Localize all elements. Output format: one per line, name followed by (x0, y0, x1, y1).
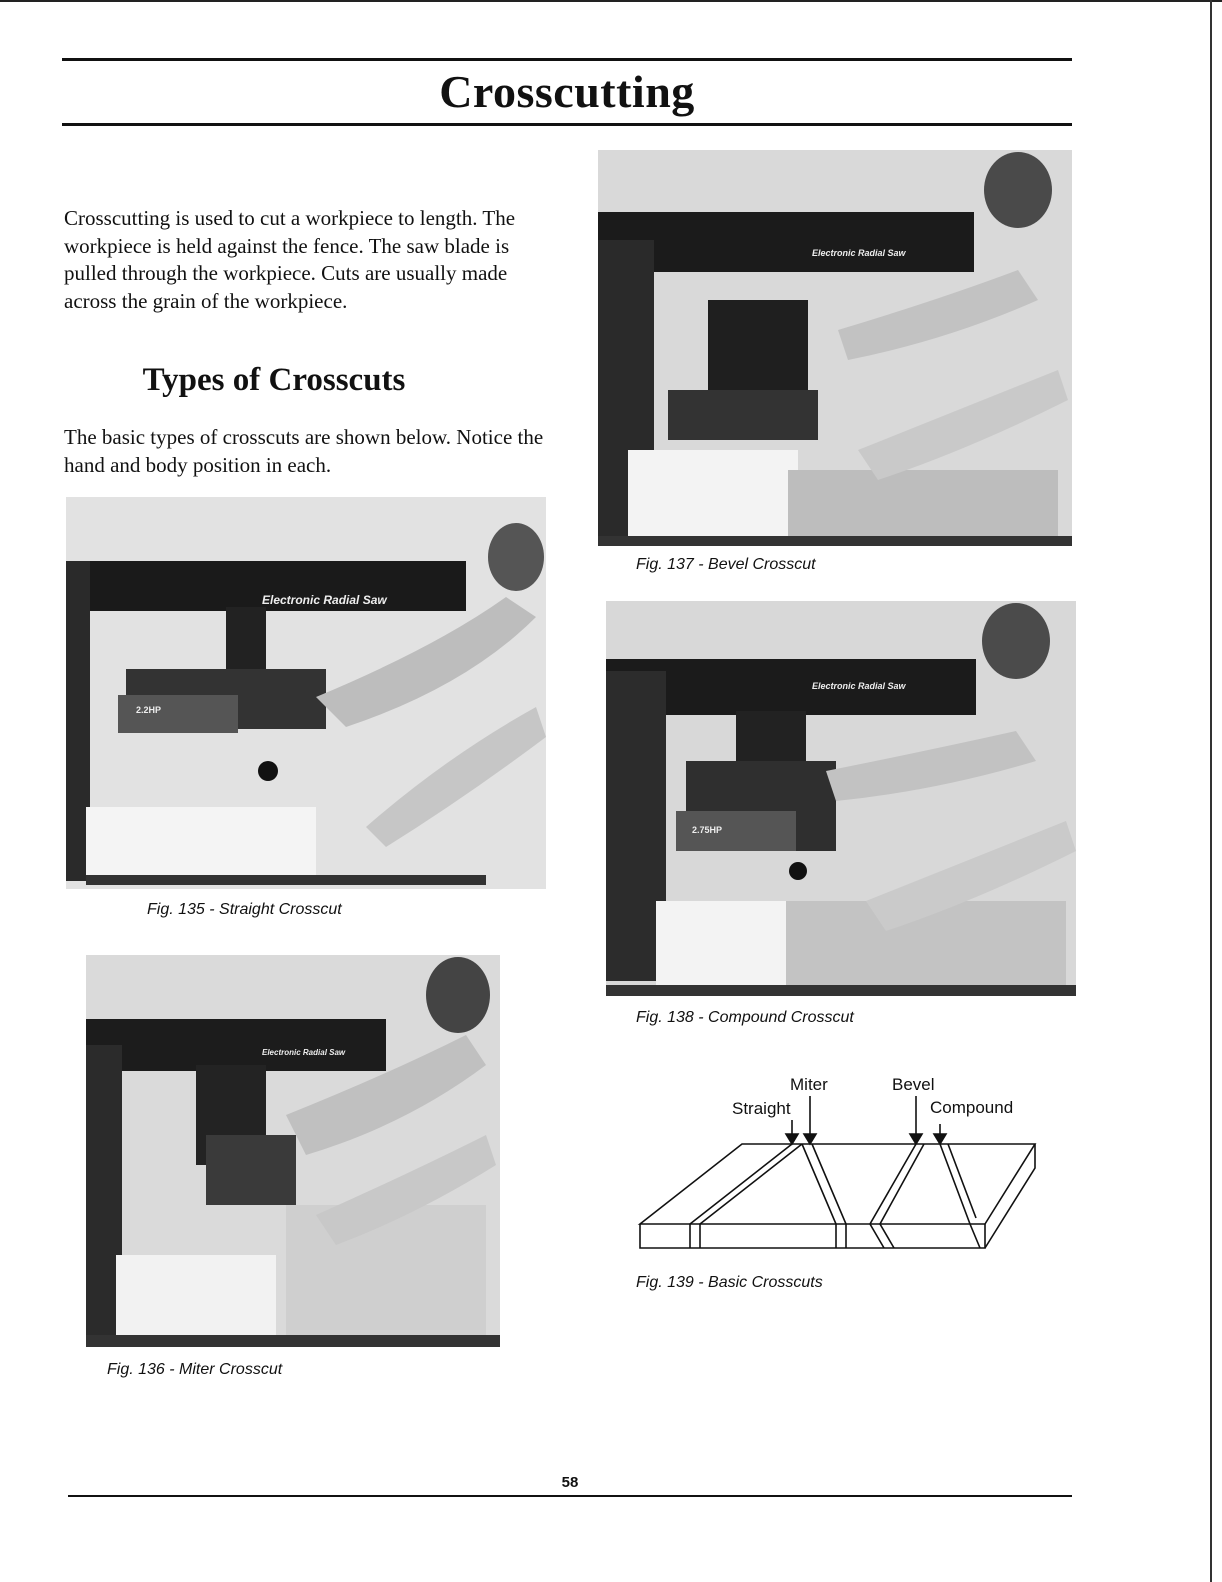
page-number: 58 (561, 1474, 579, 1491)
fig-135-caption: Fig. 135 - Straight Crosscut (147, 901, 342, 918)
fig-135-model-label: 2.2HP (136, 705, 162, 715)
fig-139-diagram (630, 1068, 1050, 1268)
types-paragraph: The basic types of crosscuts are shown below. Notice the hand and body position in each. (64, 425, 544, 477)
page-top-edge (0, 0, 1222, 2)
fig-136-saw-label: Electronic Radial Saw (262, 1048, 346, 1057)
fig-135-saw-label: Electronic Radial Saw (262, 593, 387, 607)
diagram-label-bevel: Bevel (892, 1075, 935, 1094)
diagram-label-compound: Compound (930, 1098, 1014, 1117)
diagram-label-straight: Straight (732, 1099, 791, 1118)
footer-rule (68, 1495, 1072, 1497)
fig-138-photo (606, 601, 1076, 996)
fig-138-caption: Fig. 138 - Compound Crosscut (636, 1009, 854, 1026)
page-title: Crosscutting (439, 66, 695, 117)
diagram-label-miter: Miter (790, 1075, 828, 1094)
fig-139-caption: Fig. 139 - Basic Crosscuts (636, 1274, 823, 1291)
fig-136-caption: Fig. 136 - Miter Crosscut (107, 1361, 283, 1378)
intro-paragraph: Crosscutting is used to cut a workpiece to length. The workpiece is held against the fence. The saw blade is pulled through the workpiece. Cuts are usually made across the grain of the workpiece. (64, 206, 516, 313)
fig-136-photo (86, 955, 500, 1347)
fig-137-caption: Fig. 137 - Bevel Crosscut (636, 556, 816, 573)
title-bottom-rule (62, 123, 1072, 126)
fig-137-saw-label: Electronic Radial Saw (812, 248, 906, 258)
fig-138-saw-label: Electronic Radial Saw (812, 681, 906, 691)
section-heading: Types of Crosscuts (142, 362, 406, 398)
fig-135-photo (66, 497, 546, 889)
fig-138-model-label: 2.75HP (692, 825, 723, 835)
title-top-rule (62, 58, 1072, 61)
fig-137-photo (598, 150, 1072, 546)
page-right-edge (1210, 0, 1212, 1582)
